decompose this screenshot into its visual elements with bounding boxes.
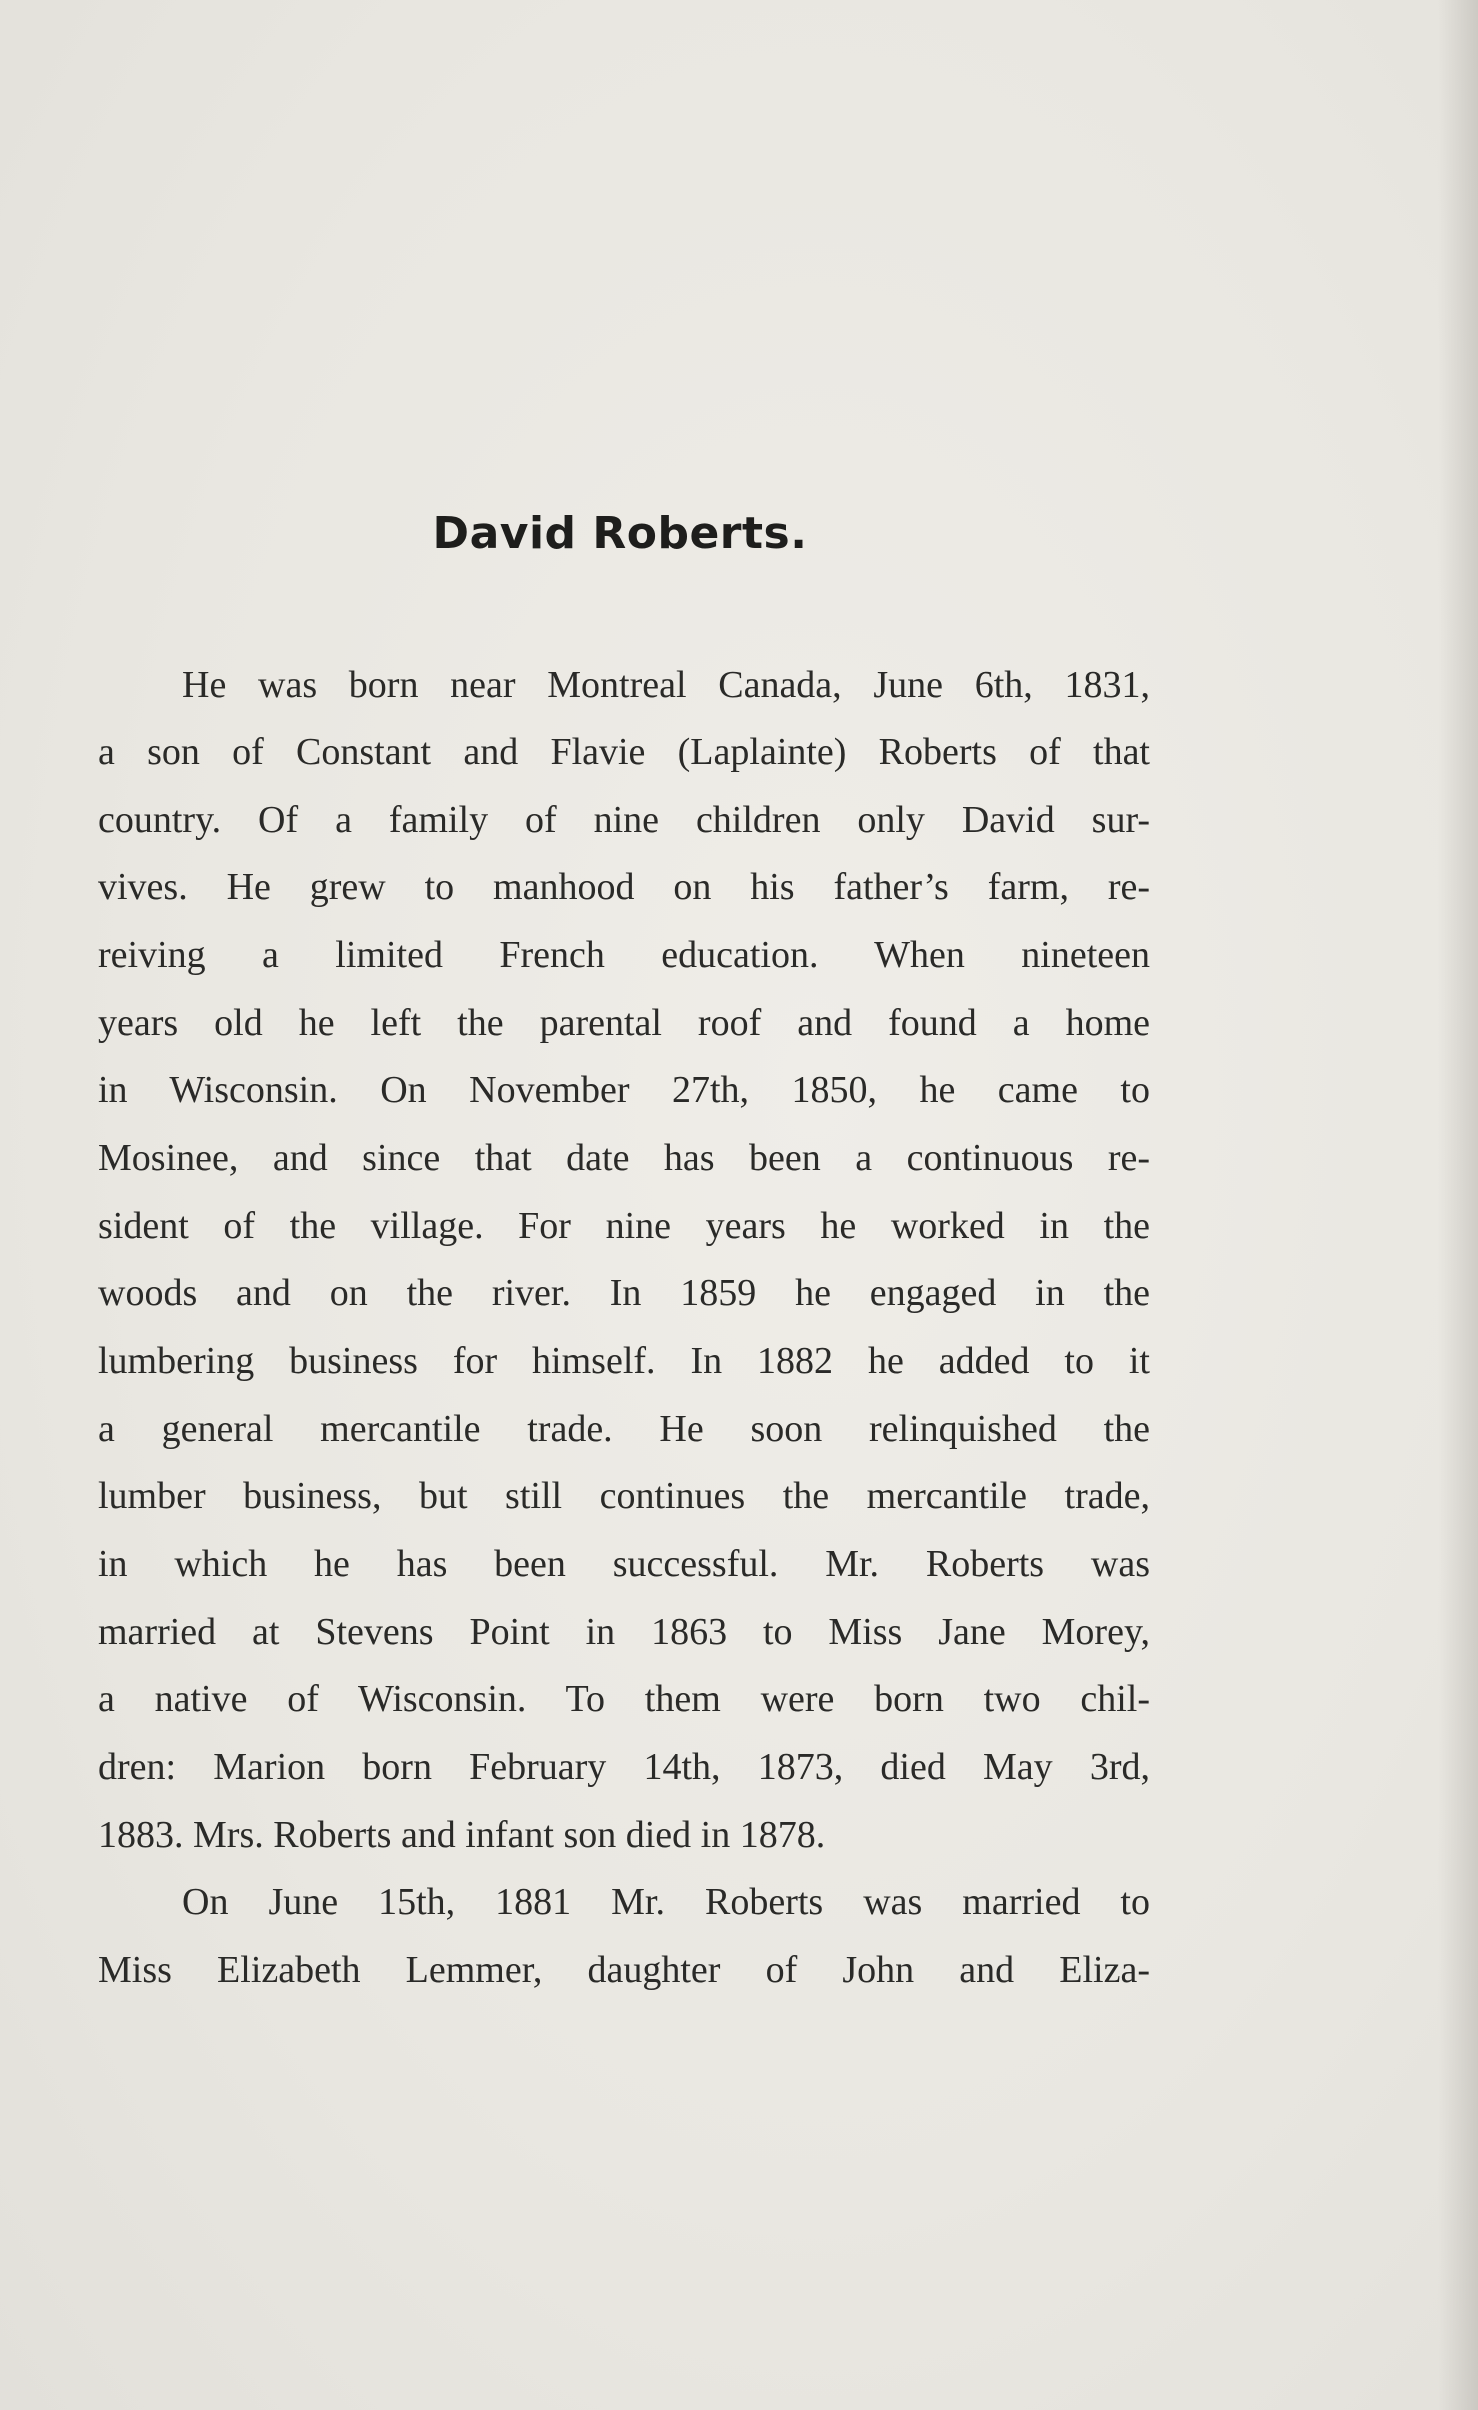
text-line: Mosinee, and since that date has been a continuous re- [98, 1137, 1150, 1179]
text-line: sident of the village. For nine years he worked in the [98, 1205, 1150, 1247]
text-line: years old he left the parental roof and found a home [98, 1002, 1150, 1044]
text-line: dren: Marion born February 14th, 1873, died May 3rd, [98, 1746, 1150, 1788]
text-line: reiving a limited French education. When nineteen [98, 934, 1150, 976]
text-line: On June 15th, 1881 Mr. Roberts was married to [182, 1881, 1150, 1923]
text-line: 1883. Mrs. Roberts and infant son died in 1878. [98, 1814, 826, 1856]
text-line: a son of Constant and Flavie (Laplainte) Roberts of that [98, 731, 1150, 773]
text-line: Miss Elizabeth Lemmer, daughter of John and Eliza- [98, 1949, 1150, 1991]
text-line: vives. He grew to manhood on his father’s farm, re- [98, 866, 1150, 908]
text-line: a general mercantile trade. He soon relinquished the [98, 1408, 1150, 1450]
page-title: David Roberts. [432, 508, 808, 559]
text-line: country. Of a family of nine children only David sur- [98, 799, 1150, 841]
text-line: in Wisconsin. On November 27th, 1850, he came to [98, 1069, 1150, 1111]
text-line: woods and on the river. In 1859 he engaged in the [98, 1272, 1150, 1314]
text-line: married at Stevens Point in 1863 to Miss Jane Morey, [98, 1611, 1150, 1653]
text-line: in which he has been successful. Mr. Roberts was [98, 1543, 1150, 1585]
text-line: He was born near Montreal Canada, June 6th, 1831, [182, 664, 1150, 706]
text-line: lumbering business for himself. In 1882 he added to it [98, 1340, 1150, 1382]
text-line: lumber business, but still continues the mercantile trade, [98, 1475, 1150, 1517]
page-edge-shadow [1438, 0, 1478, 2410]
text-line: a native of Wisconsin. To them were born two chil- [98, 1678, 1150, 1720]
